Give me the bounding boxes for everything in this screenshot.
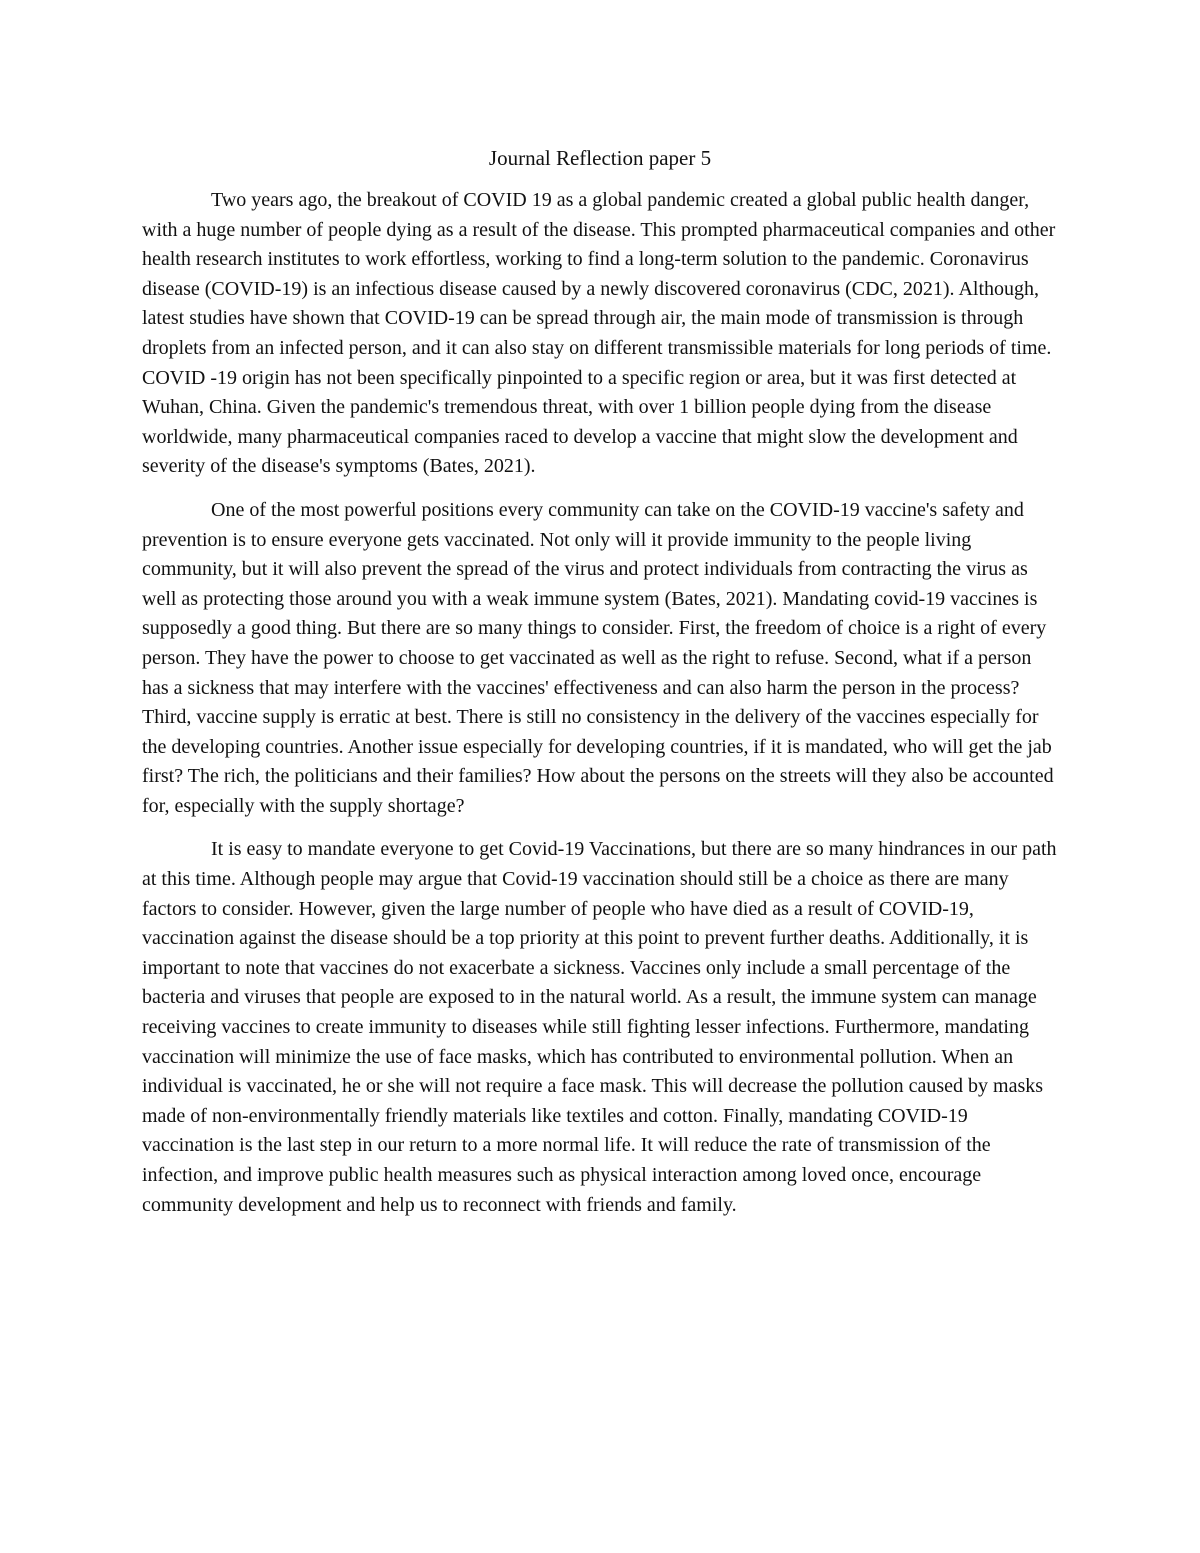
- paragraph-1: Two years ago, the breakout of COVID 19 as a global pandemic created a global public health danger, with a huge number of people dying as a result of the disease. This prompted pharmaceutical companies and other health research institutes to work effortless, working to find a long-term solution to the pandemic. Coronavirus disease (COVID-19) is an infectious disease caused by a newly discovered coronavirus (CDC, 2021). Although, latest studies have shown that COVID-19 can be spread through air, the main mode of transmission is through droplets from an infected person, and it can also stay on different transmissible materials for long periods of time. COVID -19 origin has not been specifically pinpointed to a specific region or area, but it was first detected at Wuhan, China. Given the pandemic's tremendous threat, with over 1 billion people dying from the disease worldwide, many pharmaceutical companies raced to develop a vaccine that might slow the development and severity of the disease's symptoms (Bates, 2021).: [142, 189, 1056, 478]
- paragraph-3: It is easy to mandate everyone to get Covid-19 Vaccinations, but there are so many hindrances in our path at this time. Although people may argue that Covid-19 vaccination should still be a choice as there are many factors to consider. However, given the large number of people who have died as a result of COVID-19, vaccination against the disease should be a top priority at this point to prevent further deaths. Additionally, it is important to note that vaccines do not exacerbate a sickness. Vaccines only include a small percentage of the bacteria and viruses that people are exposed to in the natural world. As a result, the immune system can manage receiving vaccines to create immunity to diseases while still fighting lesser infections. Furthermore, mandating vaccination will minimize the use of face masks, which has contributed to environmental pollution. When an individual is vaccinated, he or she will not require a face mask. This will decrease the pollution caused by masks made of non-environmentally friendly materials like textiles and cotton. Finally, mandating COVID-19 vaccination is the last step in our return to a more normal life. It will reduce the rate of transmission of the infection, and improve public health measures such as physical interaction among loved once, encourage community development and help us to reconnect with friends and family.: [142, 838, 1057, 1216]
- paragraph-2: One of the most powerful positions every community can take on the COVID-19 vaccine's safety and prevention is to ensure everyone gets vaccinated. Not only will it provide immunity to the people living community, but it will also prevent the spread of the virus and protect individuals from contracting the virus as well as protecting those around you with a weak immune system (Bates, 2021). Mandating covid-19 vaccines is supposedly a good thing. But there are so many things to consider. First, the freedom of choice is a right of every person. They have the power to choose to get vaccinated as well as the right to refuse. Second, what if a person has a sickness that may interfere with the vaccines' effectiveness and can also harm the person in the process? Third, vaccine supply is erratic at best. There is still no consistency in the delivery of the vaccines especially for the developing countries. Another issue especially for developing countries, if it is mandated, who will get the jab first? The rich, the politicians and their families? How about the persons on the streets will they also be accounted for, especially with the supply shortage?: [142, 498, 1054, 817]
- document-body: [142, 186, 1062, 1220]
- page-title: Journal Reflection paper 5: [488, 146, 712, 170]
